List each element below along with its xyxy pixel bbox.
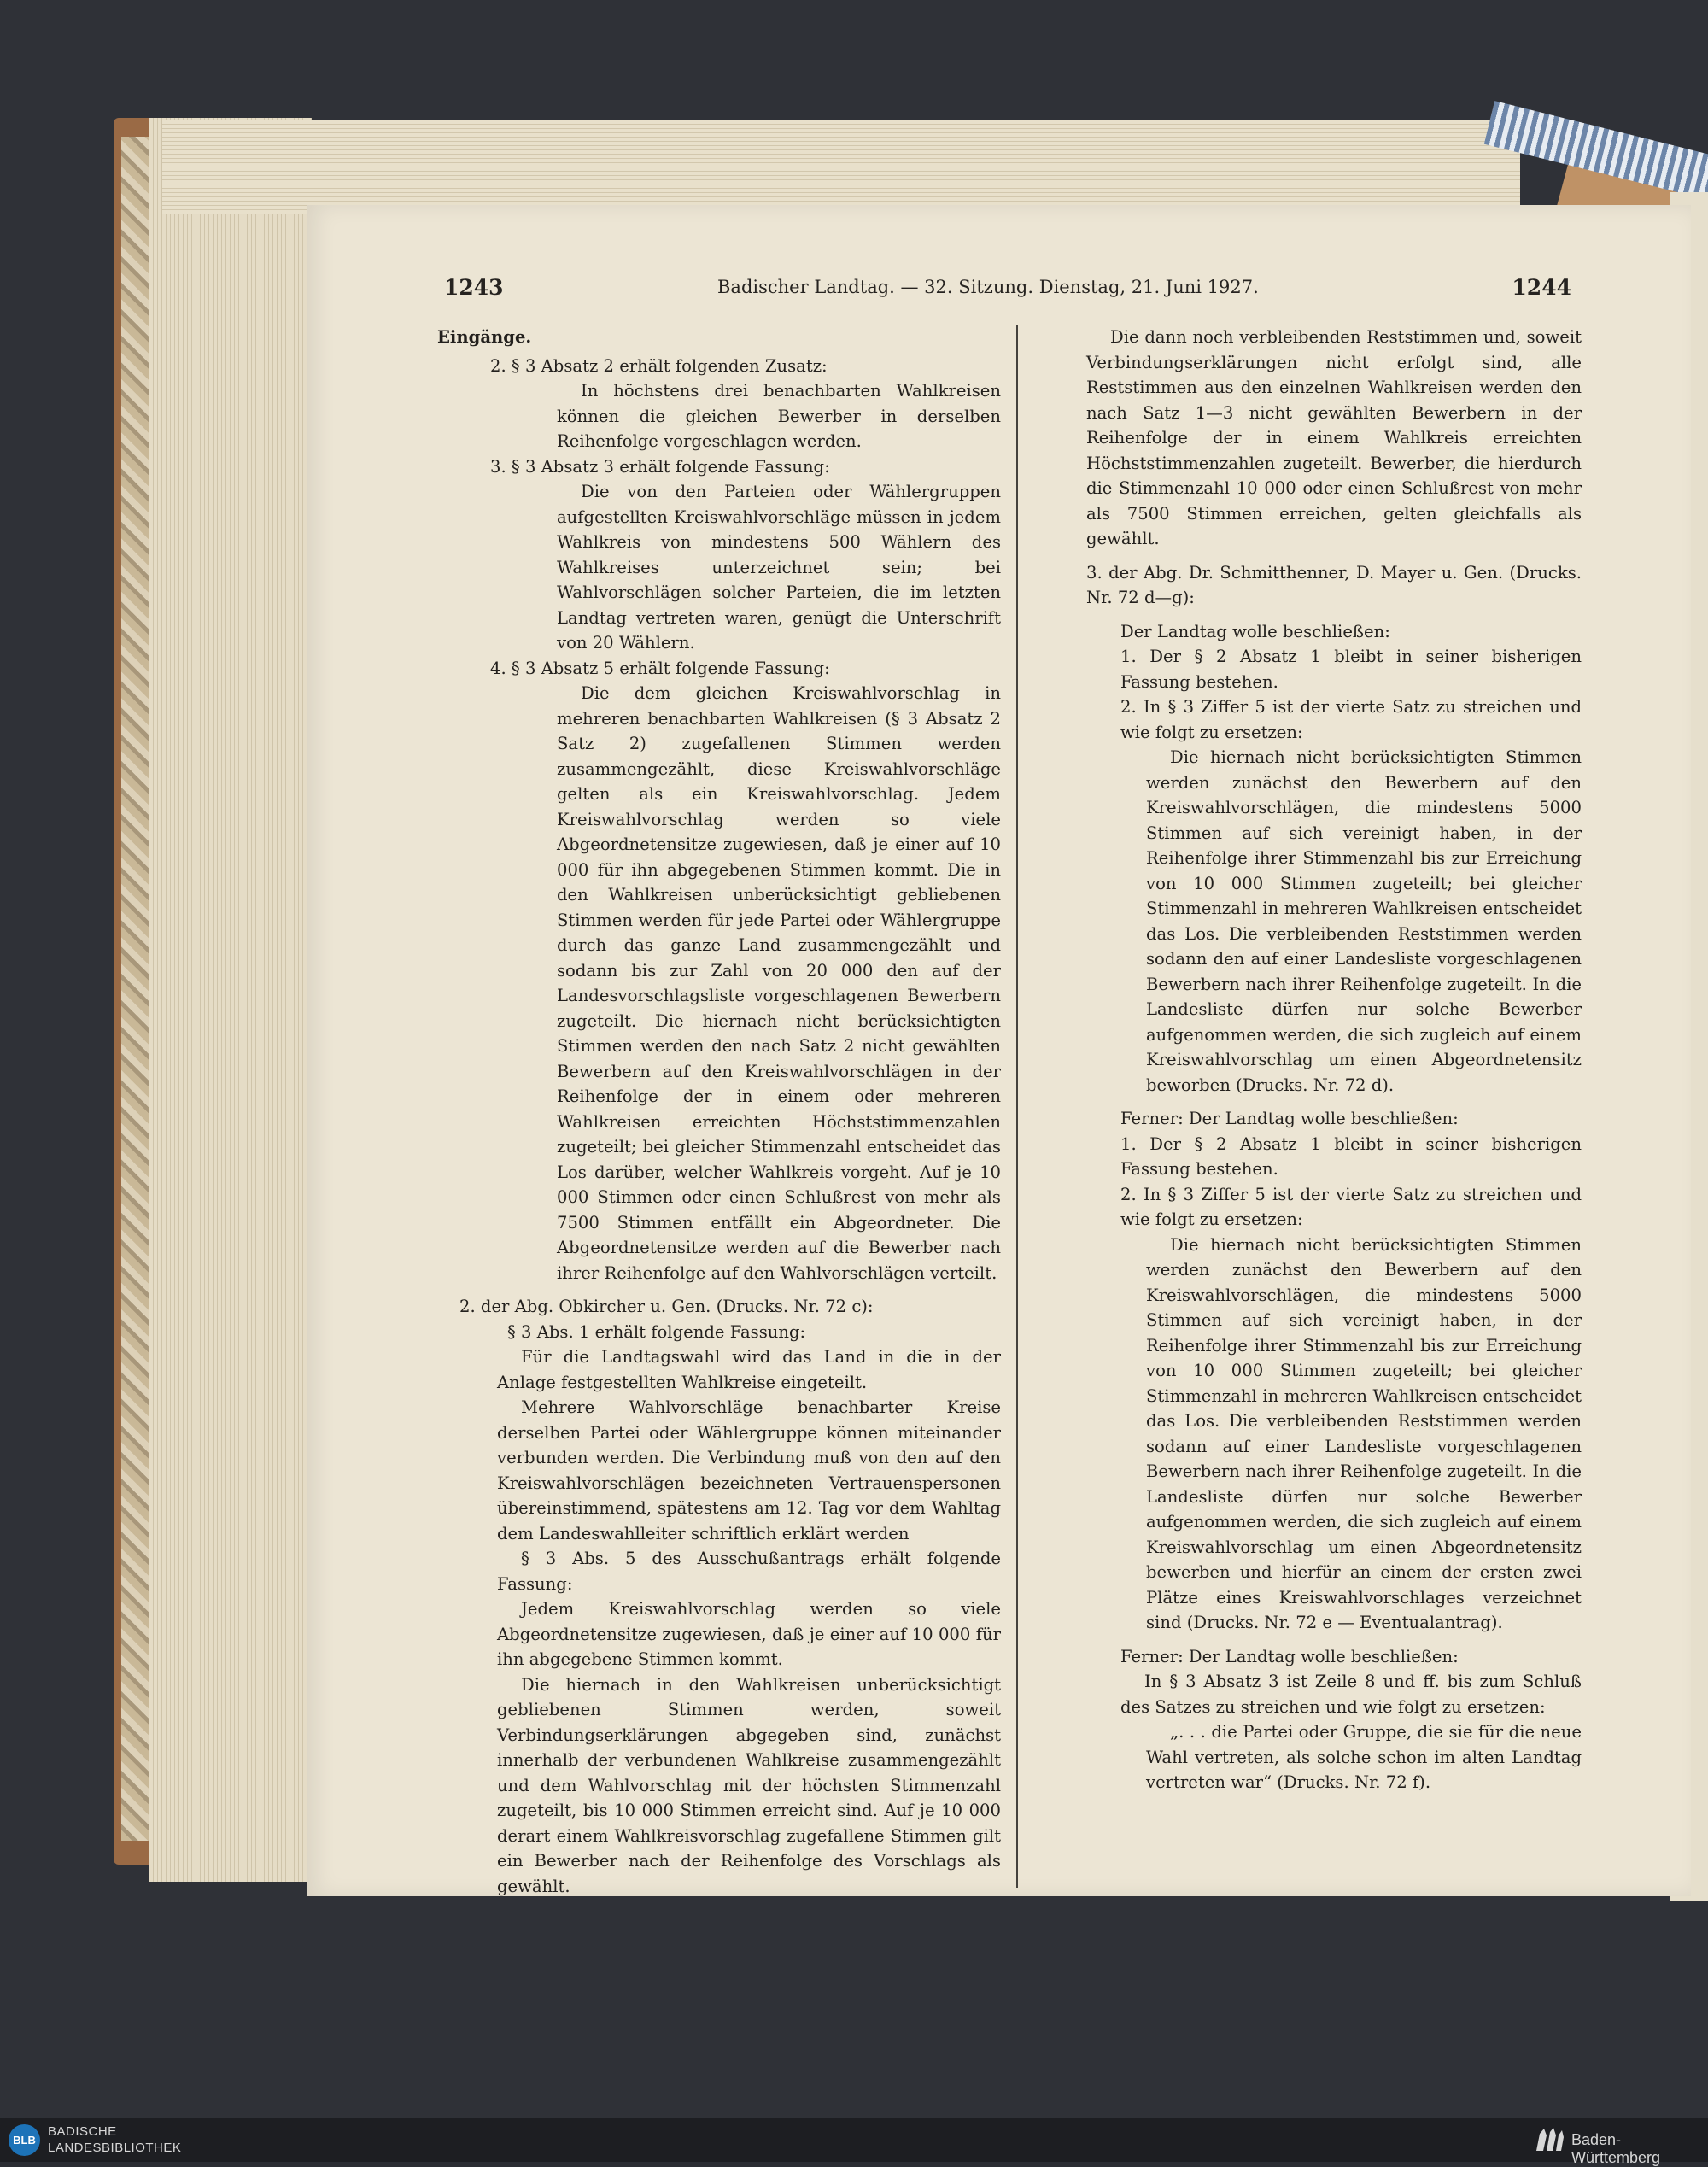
resolution-quote: Die hiernach nicht berücksichtigten Stimmen werden zunächst den Bewerbern auf den Kreiswahlvorschlägen, die mindestens 5000 Stimmen auf sich vereinigt haben, in der Reihenfolge ihrer Stimmenzahl bis zur Erreichung von 10 000 Stimmen zugeteilt; bei gleicher Stimmenzahl in mehreren Wahlkreisen entscheidet das Los. Die verbleibenden Reststimmen werden sodann auf einer Landesliste vorgeschlagenen Bewerbern nach ihrer Reihenfolge zugeteilt. In die Landesliste dürfen nur solche Bewerber aufgenommen werden, die sich zugleich auf einem Kreiswahlvorschlag um einen Abgeordnetensitz bewerben und hierfür an einem der ersten zwei Plätze eines Kreiswahlvorschlages verzeichnet sind (Drucks. Nr. 72 e — Eventualantrag). [1146, 1234, 1582, 1632]
proposal-intro: 3. der Abg. Dr. Schmitthenner, D. Mayer u. Gen. (Drucks. Nr. 72 d—g): [1086, 562, 1582, 607]
proposal-paragraph: Für die Landtagswahl wird das Land in die in der Anlage festgestellten Wahlkreise eingeteilt. [497, 1347, 1001, 1392]
item-intro: 4. § 3 Absatz 5 erhält folgende Fassung: [490, 658, 830, 678]
page-stack-edge [149, 118, 312, 1882]
item-text: Die von den Parteien oder Wählergruppen aufgestellten Kreiswahlvorschläge müssen in jedem Wahlkreis von mindestens 500 Wählern des Wahlkreises unterzeichnet sein; bei Wahlvorschlägen solcher Parteien, die im letzten Landtag vertreten waren, genügt die Unterschrift von 20 Wählern. [557, 482, 1001, 653]
resolution-line: Ferner: Der Landtag wolle beschließen: [1120, 1646, 1459, 1666]
item-text: In höchstens drei benachbarten Wahlkreisen können die gleichen Bewerber in derselben Reihenfolge vorgeschlagen werden. [557, 381, 1001, 451]
item-intro: 2. § 3 Absatz 2 erhält folgenden Zusatz: [490, 355, 828, 376]
running-title: Badischer Landtag. — 32. Sitzung. Dienstag, 21. Juni 1927. [717, 277, 1259, 297]
blb-label-line1: BADISCHE [48, 2124, 117, 2139]
proposal-paragraph: Mehrere Wahlvorschläge benachbarter Kreise derselben Partei oder Wählergruppe können miteinander verbunden werden. Die Verbindung muß von den auf den Kreiswahlvorschlägen bezeichneten Vertrauenspersonen übereinstimmend, spätestens am 12. Tag vor dem Wahltag dem Landeswahlleiter schriftlich erklärt werden [497, 1397, 1001, 1543]
page-number-left: 1243 [444, 275, 504, 300]
baden-wuerttemberg-label[interactable]: Baden-Württemberg [1571, 2131, 1661, 2166]
resolution-quote: Die hiernach nicht berücksichtigten Stimmen werden zunächst den Bewerbern auf den Kreiswahlvorschlägen, die mindestens 5000 Stimmen auf sich vereinigt haben, in der Reihenfolge ihrer Stimmenzahl bis zur Erreichung von 10 000 Stimmen zugeteilt; bei gleicher Stimmenzahl in mehreren Wahlkreisen entscheidet das Los. Die verbleibenden Reststimmen werden sodann den auf einer Landesliste vorgeschlagenen Bewerbern nach ihrer Reihenfolge zugeteilt. In die Landesliste dürfen nur solche Bewerber aufgenommen werden, die sich zugleich auf einem Kreiswahlvorschlag um einen Abgeordnetensitz beworben (Drucks. Nr. 72 d). [1146, 747, 1582, 1095]
blb-label[interactable] [48, 2123, 181, 2156]
page-stack-top [162, 120, 1520, 214]
resolution-quote: „. . . die Partei oder Gruppe, die sie für die neue Wahl vertreten, als solche schon im alten Landtag vertreten war“ (Drucks. Nr. 72 f). [1146, 1722, 1582, 1792]
item-intro: 3. § 3 Absatz 3 erhält folgende Fassung: [490, 456, 830, 477]
blb-logo-icon[interactable]: BLB [9, 2124, 40, 2156]
proposal-subheading: § 3 Abs. 1 erhält folgende Fassung: [507, 1321, 806, 1342]
resolution-item: 2. In § 3 Ziffer 5 ist der vierte Satz zu streichen und wie folgt zu ersetzen: [1120, 1184, 1582, 1229]
section-heading: Eingänge. [437, 327, 532, 347]
resolution-line: Ferner: Der Landtag wolle beschließen: [1120, 1109, 1459, 1128]
resolution-item: 1. Der § 2 Absatz 1 bleibt in seiner bisherigen Fassung bestehen. [1120, 1133, 1582, 1179]
proposal-paragraph: § 3 Abs. 5 des Ausschußantrags erhält folgende Fassung: [497, 1549, 1001, 1594]
left-column [437, 325, 1001, 1899]
blb-label-line2: LANDESBIBLIOTHEK [48, 2141, 182, 2155]
resolution-line: Der Landtag wolle beschließen: [1120, 621, 1390, 641]
page-number-right: 1244 [1512, 275, 1571, 300]
proposal-paragraph: Die hiernach in den Wahlkreisen unberücksichtigt gebliebenen Stimmen werden, soweit Verbindungserklärungen abgegeben sind, zunächst innerhalb der verbundenen Wahlkreise zusammengezählt und dem Wahlvorschlag mit der höchsten Stimmenzahl zugeteilt, bis 10 000 Stimmen erreicht sind. Auf je 10 000 derart einem Wahlkreisvorschlag zugefallene Stimmen gilt ein Bewerber nach der Reihenfolge des Vorschlags als gewählt. [497, 1674, 1001, 1896]
continued-paragraph: Die dann noch verbleibenden Reststimmen und, soweit Verbindungserklärungen nicht erfolgt sind, alle Reststimmen aus den einzelnen Wahlkreisen werden den nach Satz 1—3 nicht gewählten Bewerbern in der Reihenfolge der in einem Wahlkreis erreichten Höchststimmenzahlen zugeteilt. Bewerber, die hierdurch die Stimmenzahl 10 000 oder einen Schlußrest von mehr als 7500 Stimmen erreichen, gelten gleichfalls als gewählt. [1086, 327, 1582, 548]
page-header [444, 275, 1571, 309]
column-divider [1016, 325, 1018, 1888]
proposal-intro: 2. der Abg. Obkircher u. Gen. (Drucks. Nr. 72 c): [459, 1297, 874, 1316]
viewer-footer [0, 2118, 1708, 2166]
right-column [1086, 325, 1582, 1795]
resolution-item: 2. In § 3 Ziffer 5 ist der vierte Satz zu streichen und wie folgt zu ersetzen: [1120, 697, 1582, 742]
resolution-item: 1. Der § 2 Absatz 1 bleibt in seiner bisherigen Fassung bestehen. [1120, 647, 1582, 692]
baden-wuerttemberg-lions-icon [1533, 2125, 1565, 2156]
proposal-paragraph: Jedem Kreiswahlvorschlag werden so viele Abgeordnetensitze zugewiesen, daß je einer auf 10 000 für ihn abgegebene Stimmen kommt. [497, 1599, 1001, 1669]
resolution-text: In § 3 Absatz 3 ist Zeile 8 und ff. bis zum Schluß des Satzes zu streichen und wie folgt zu ersetzen: [1120, 1672, 1582, 1717]
item-text: Die dem gleichen Kreiswahlvorschlag in mehreren benachbarten Wahlkreisen (§ 3 Absatz 2 Satz 2) zugefallenen Stimmen werden zusammengezählt, diese Kreiswahlvorschläge gelten als ein Kreiswahlvorschlag. Jedem Kreiswahlvorschlag werden so viele Abgeordnetensitze zugewiesen, daß je einer auf 10 000 für ihn abgegebenen Stimmen kommt. Die in den Wahlkreisen unberücksichtigt gebliebenen Stimmen werden für jede Partei oder Wählergruppe durch das ganze Land zusammengezählt und sodann bis zur Zahl von 20 000 den auf der Landesvorschlagsliste vorgeschlagenen Bewerbern zugeteilt. Die hiernach nicht berücksichtigten Stimmen werden den nach Satz 2 nicht gewählten Bewerbern auf den Kreiswahlvorschlägen in der Reihenfolge der in einem oder mehreren Wahlkreisen erreichten Höchststimmenzahlen zugeteilt; bei gleicher Stimmenzahl entscheidet das Los darüber, welcher Wahlkreis vorgeht. Auf je 10 000 Stimmen oder einen Schlußrest von mehr als 7500 Stimmen entfällt ein Abgeordneter. Die Abgeordnetensitze werden auf die Bewerber nach ihrer Reihenfolge auf den Wahlvorschlägen verteilt. [557, 683, 1001, 1283]
